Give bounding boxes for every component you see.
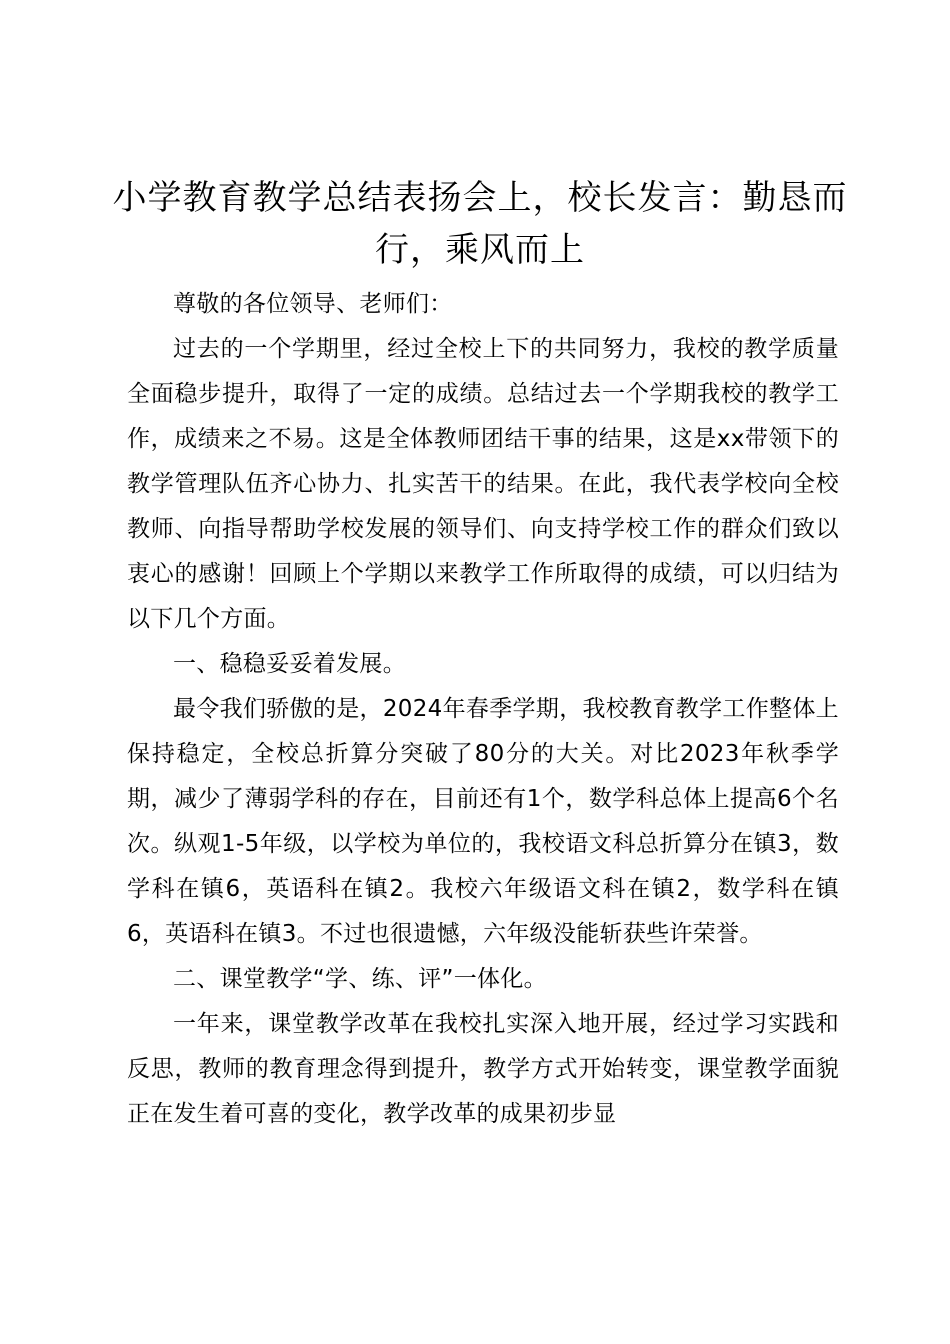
document-title: 小学教育教学总结表扬会上，校长发言：勤恳而行，乘风而上 <box>112 178 848 270</box>
section-1-paragraph: 最令我们骄傲的是，2024年春季学期，我校教育教学工作整体上保持稳定，全校总折算分突破了80分的大关。对比2023年秋季学期，减少了薄弱学科的存在，目前还有1个，数学科总体上提高6个名次。纵观1-5年级，以学校为单位的，我校语文科总折算分在镇3，数学科在镇6，英语科在镇2。我校六年级语文科在镇2，数学科在镇6，英语科在镇3。不过也很遗憾，六年级没能斩获些许荣誉。 <box>127 696 839 947</box>
section-heading-1: 一、稳稳妥妥着发展。 <box>173 651 406 677</box>
salutation-paragraph: 尊敬的各位领导、老师们： <box>173 291 453 317</box>
section-heading-2: 二、课堂教学“学、练、评”一体化。 <box>173 966 547 992</box>
intro-paragraph: 过去的一个学期里，经过全校上下的共同努力，我校的教学质量全面稳步提升，取得了一定的成绩。总结过去一个学期我校的教学工作，成绩来之不易。这是全体教师团结干事的结果，这是xx带领下的教学管理队伍齐心协力、扎实苦干的结果。在此，我代表学校向全校教师、向指导帮助学校发展的领导们、向支持学校工作的群众们致以衷心的感谢！回顾上个学期以来教学工作所取得的成绩，可以归结为以下几个方面。 <box>127 336 839 632</box>
document-body <box>127 282 839 1137</box>
section-2-paragraph: 一年来，课堂教学改革在我校扎实深入地开展，经过学习实践和反思，教师的教育理念得到提升，教学方式开始转变，课堂教学面貌正在发生着可喜的变化，教学改革的成果初步显 <box>127 1011 839 1127</box>
